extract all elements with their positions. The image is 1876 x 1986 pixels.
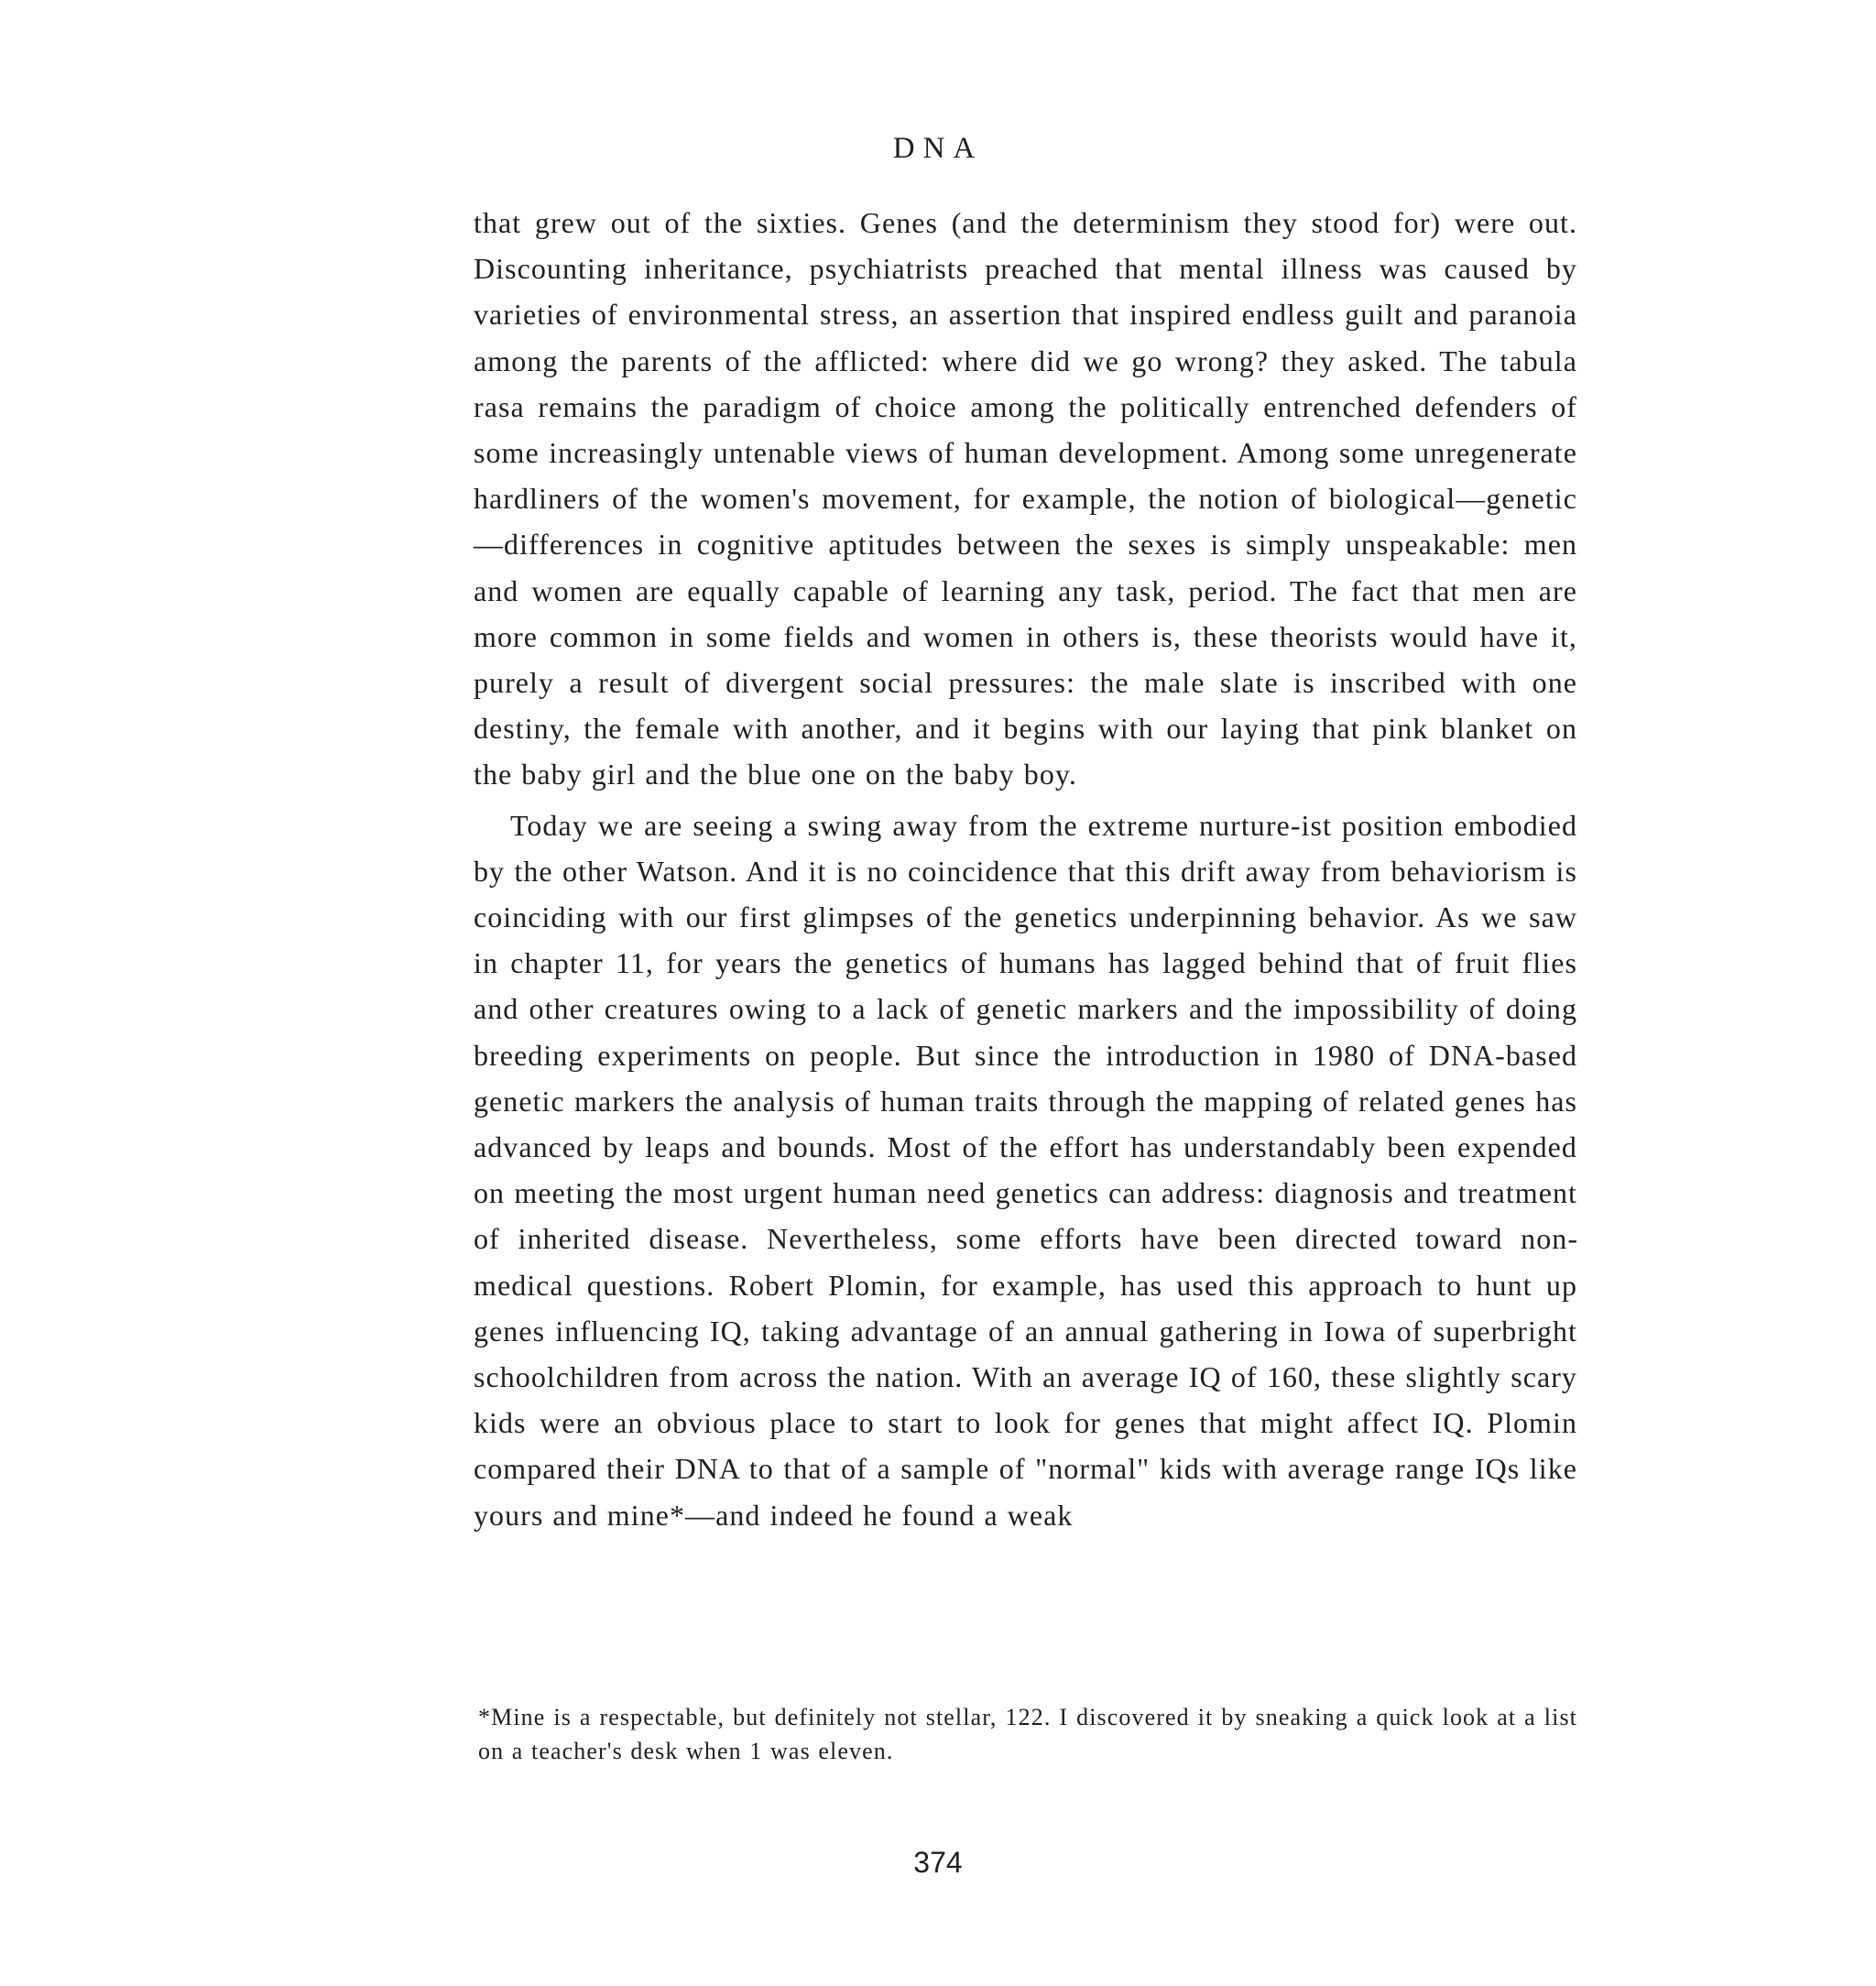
- page-number: 374: [913, 1846, 963, 1879]
- footnote: *Mine is a respectable, but definitely not stellar, 122. I discovered it by sneaking a quick look at a list on a teacher's desk when 1 was eleven.: [478, 1704, 1577, 1764]
- running-head: DNA: [892, 132, 984, 165]
- paragraph-continued: that grew out of the sixties. Genes (and the determinism they stood for) were out. Discounting inheritance, psychiatrists preached that mental illness was caused by varieties of environmental stress, an assertion that inspired endless guilt and paranoia among the parents of the afflicted: where did we go wrong? they asked. The tabula rasa remains the paradigm of choice among the politically entrenched defenders of some increasingly untenable views of human development. Among some unregenerate hardliners of the women's movement, for example, the notion of biological—genetic—differences in cognitive aptitudes between the sexes is simply unspeakable: men and women are equally capable of learning any task, period. The fact that men are more common in some fields and women in others is, these theorists would have it, purely a result of divergent social pressures: the male slate is inscribed with one destiny, the female with another, and it begins with our laying that pink blanket on the baby girl and the blue one on the baby boy.: [474, 206, 1577, 791]
- body-text: [474, 200, 1577, 1538]
- paragraph: Today we are seeing a swing away from the extreme nurture-ist position embodied by the other Watson. And it is no coincidence that this drift away from behaviorism is coinciding with our first glimpses of the genetics underpinning behavior. As we saw in chapter 11, for years the genetics of humans has lagged behind that of fruit flies and other creatures owing to a lack of genetic markers and the impossibility of doing breeding experiments on people. But since the introduction in 1980 of DNA-based genetic markers the analysis of human traits through the mapping of related genes has advanced by leaps and bounds. Most of the effort has understandably been expended on meeting the most urgent human need genetics can address: diagnosis and treatment of inherited disease. Nevertheless, some efforts have been directed toward nonmedical questions. Robert Plomin, for example, has used this approach to hunt up genes influencing IQ, taking advantage of an annual gathering in Iowa of superbright schoolchildren from across the nation. With an average IQ of 160, these slightly scary kids were an obvious place to start to look for genes that might affect IQ. Plomin compared their DNA to that of a sample of "normal" kids with average range IQs like yours and mine*—and indeed he found a weak: [474, 808, 1577, 1532]
